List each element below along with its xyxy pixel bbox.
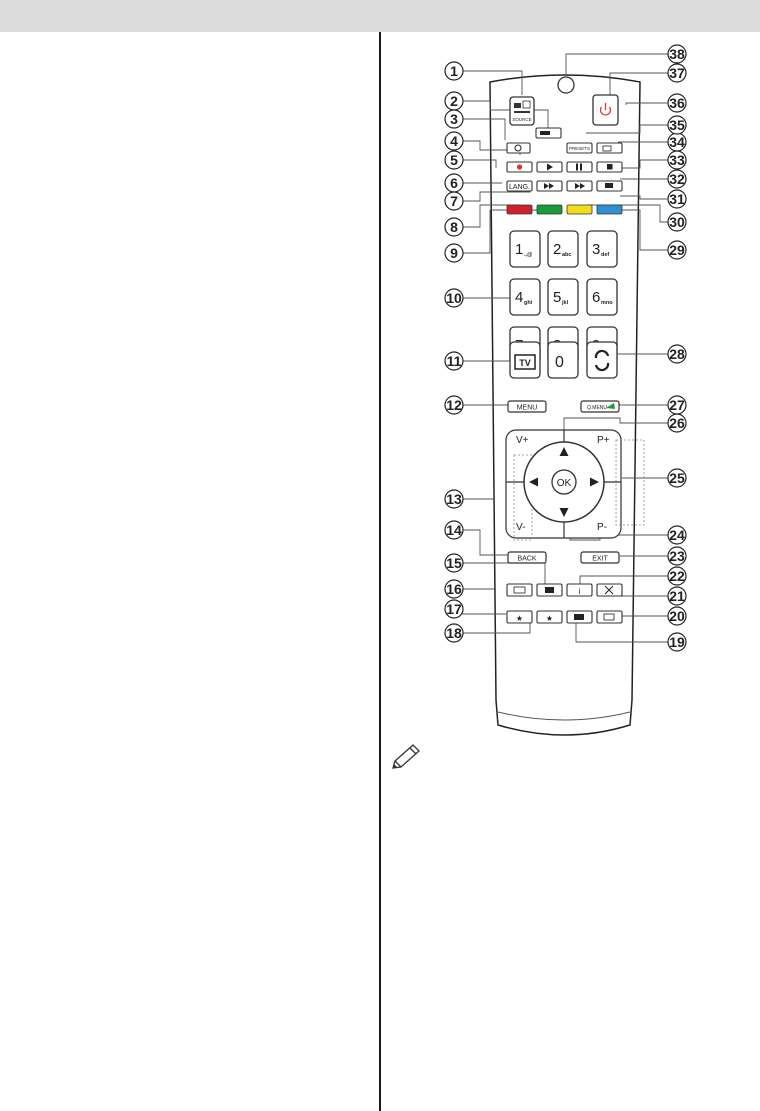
epg-button[interactable] <box>507 143 530 153</box>
volume-down-label: V- <box>516 522 526 533</box>
info-label: i <box>578 587 581 596</box>
svg-text:23: 23 <box>669 548 685 564</box>
digit-0-label: 0 <box>555 354 564 371</box>
digit-3-label: 3 <box>592 241 601 258</box>
program-down-label: P- <box>597 522 607 533</box>
callout-12 <box>445 396 463 414</box>
svg-text:18: 18 <box>446 625 462 641</box>
callout-20 <box>668 607 686 625</box>
svg-text:22: 22 <box>669 568 685 584</box>
digit-2-letters: abc <box>562 252 572 258</box>
callout-15 <box>445 554 463 572</box>
svg-text:7: 7 <box>450 193 458 209</box>
yellow-button[interactable] <box>567 205 592 214</box>
swap-button[interactable] <box>587 342 617 378</box>
callout-28 <box>668 345 686 363</box>
svg-text:36: 36 <box>669 95 685 111</box>
svg-text:21: 21 <box>669 588 685 604</box>
svg-text:37: 37 <box>669 65 685 81</box>
callout-16 <box>445 580 463 598</box>
callout-25 <box>668 469 686 487</box>
callout-14 <box>445 521 463 539</box>
digit-1-letters: .,@ <box>524 252 533 258</box>
callout-7 <box>445 192 463 210</box>
source-label: SOURCE <box>512 117 532 122</box>
callout-21 <box>668 587 686 605</box>
menu-label: MENU <box>516 404 538 412</box>
callout-17 <box>445 600 463 618</box>
callout-8 <box>445 218 463 236</box>
callout-13 <box>445 490 463 508</box>
callout-29 <box>668 241 686 259</box>
svg-text:26: 26 <box>669 415 685 431</box>
svg-text:12: 12 <box>446 397 462 413</box>
svg-text:24: 24 <box>669 527 685 543</box>
stop-icon <box>607 164 613 170</box>
svg-text:15: 15 <box>446 555 462 571</box>
mute-round-button[interactable] <box>558 77 574 93</box>
picture-mode-button[interactable] <box>507 584 532 596</box>
digit-3-letters: def <box>601 252 610 258</box>
svg-text:13: 13 <box>446 491 462 507</box>
svg-text:14: 14 <box>446 522 462 538</box>
favourites-icon: ★ <box>515 614 524 623</box>
callout-5 <box>445 151 463 169</box>
subtitle-icon <box>605 183 613 188</box>
callout-30 <box>668 213 686 231</box>
digit-5-label: 5 <box>553 289 562 306</box>
callout-6 <box>445 174 463 192</box>
svg-text:6: 6 <box>450 175 458 191</box>
exit-label: EXIT <box>592 555 608 563</box>
callout-27 <box>668 396 686 414</box>
svg-text:32: 32 <box>669 171 685 187</box>
digit-2-label: 2 <box>553 241 562 258</box>
svg-text:3: 3 <box>450 111 458 127</box>
green-button[interactable] <box>537 205 562 214</box>
svg-text:38: 38 <box>669 46 685 62</box>
svg-text:10: 10 <box>446 290 462 306</box>
callout-22 <box>668 567 686 585</box>
callout-1 <box>445 62 463 80</box>
digit-6-label: 6 <box>592 289 601 306</box>
qmenu-label: Q.MENU <box>587 405 607 411</box>
callout-38 <box>668 45 686 63</box>
svg-text:1: 1 <box>450 63 458 79</box>
media-browser-icon <box>545 587 554 593</box>
callout-34 <box>668 133 686 151</box>
callout-9 <box>445 244 463 262</box>
red-button[interactable] <box>507 205 532 214</box>
ok-label: OK <box>556 478 572 489</box>
record-icon <box>517 164 522 169</box>
callout-19 <box>668 633 686 651</box>
svg-text:5: 5 <box>450 152 458 168</box>
svg-text:8: 8 <box>450 219 458 235</box>
callout-18 <box>445 624 463 642</box>
text-mix-button[interactable] <box>597 611 622 623</box>
svg-text:9: 9 <box>450 245 458 261</box>
svg-text:17: 17 <box>446 601 462 617</box>
svg-text:29: 29 <box>669 242 685 258</box>
callout-37 <box>668 64 686 82</box>
digit-5-letters: jkl <box>562 300 569 306</box>
svg-text:25: 25 <box>669 470 685 486</box>
svg-text:2: 2 <box>450 93 458 109</box>
search-icon: ★ <box>545 614 554 623</box>
callout-3 <box>445 110 463 128</box>
program-up-label: P+ <box>597 435 610 446</box>
callout-36 <box>668 94 686 112</box>
lang-label: LANG. <box>508 184 531 191</box>
svg-text:11: 11 <box>446 353 462 369</box>
pause-button[interactable] <box>567 162 592 172</box>
digit-1-label: 1 <box>515 241 524 258</box>
digit-6-letters: mno <box>601 300 613 306</box>
volume-up-label: V+ <box>516 435 529 446</box>
svg-text:34: 34 <box>669 134 685 150</box>
back-label: BACK <box>517 555 537 563</box>
svg-text:30: 30 <box>669 214 685 230</box>
presets-label: PRESETS <box>568 146 591 151</box>
svg-text:35: 35 <box>669 117 685 133</box>
callout-11 <box>445 352 463 370</box>
teletext-icon <box>574 614 584 620</box>
digit-4-label: 4 <box>515 289 524 306</box>
callout-31 <box>668 190 686 208</box>
svg-text:20: 20 <box>669 608 685 624</box>
callout-32 <box>668 170 686 188</box>
callout-2 <box>445 92 463 110</box>
svg-text:16: 16 <box>446 581 462 597</box>
tv-label: TV <box>519 358 531 368</box>
callout-24 <box>668 526 686 544</box>
callout-35 <box>668 116 686 134</box>
callout-23 <box>668 547 686 565</box>
digit-4-letters: ghi <box>524 300 533 306</box>
callout-4 <box>445 132 463 150</box>
svg-text:27: 27 <box>669 397 685 413</box>
sleep-icon <box>540 131 550 135</box>
svg-text:31: 31 <box>669 191 685 207</box>
svg-text:19: 19 <box>669 634 685 650</box>
picture-size-button[interactable] <box>597 143 622 153</box>
callout-10 <box>445 289 463 307</box>
pencil-note-icon <box>389 742 425 772</box>
blue-button[interactable] <box>597 205 622 214</box>
callout-33 <box>668 151 686 169</box>
svg-text:33: 33 <box>669 152 685 168</box>
svg-text:28: 28 <box>669 346 685 362</box>
svg-text:4: 4 <box>450 133 458 149</box>
callout-26 <box>668 414 686 432</box>
